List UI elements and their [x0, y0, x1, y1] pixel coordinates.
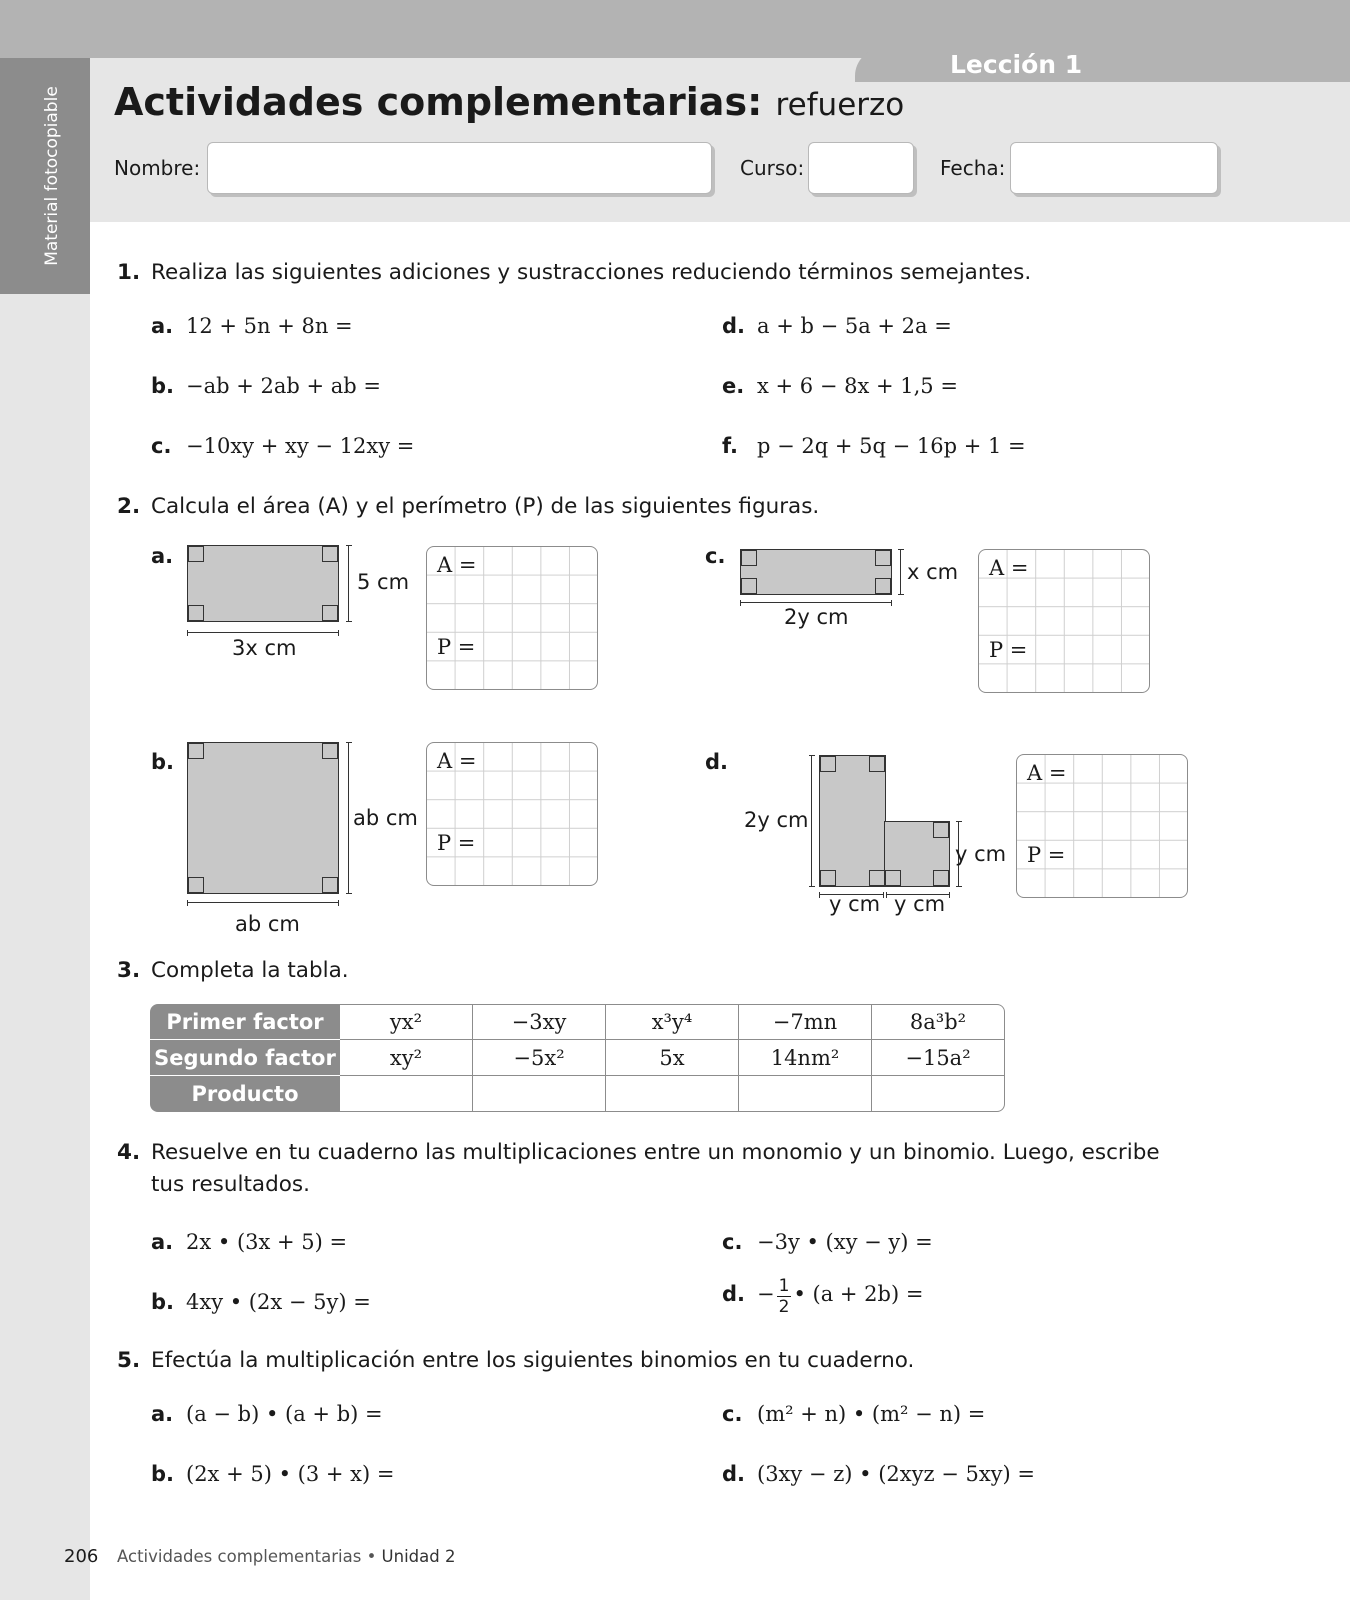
item-expression: −3y • (xy − y) =	[757, 1230, 933, 1254]
ex5-item-d	[722, 1462, 1035, 1486]
table-cell: 8a³b²	[872, 1004, 1005, 1040]
item-letter: c.	[151, 434, 172, 458]
table-cell: −3xy	[473, 1004, 606, 1040]
footer-unit: Unidad 2	[381, 1547, 456, 1566]
ex5-item-a	[151, 1402, 383, 1426]
right-angle-mark	[322, 605, 338, 621]
item-expression: a + b − 5a + 2a =	[757, 314, 952, 338]
area-label: A =	[437, 553, 477, 577]
figure-b-width: ab cm	[235, 912, 300, 936]
figure-a-letter: a.	[151, 544, 174, 568]
ex4-item-c	[722, 1230, 933, 1254]
footer-text	[117, 1547, 455, 1566]
perimeter-label: P =	[1027, 843, 1066, 867]
instruction-text: Efectúa la multiplicación entre los siguientes binomios en tu cuaderno.	[151, 1348, 915, 1373]
item-expression: (3xy − z) • (2xyz − 5xy) =	[757, 1462, 1036, 1486]
table-row	[150, 1040, 1005, 1076]
answer-grid-b[interactable]	[426, 742, 598, 886]
exercise-number: 5.	[117, 1348, 141, 1373]
right-angle-mark	[188, 877, 204, 893]
area-label: A =	[437, 749, 477, 773]
figure-b-letter: b.	[151, 750, 175, 774]
exercise-4-instruction	[117, 1140, 1160, 1165]
instruction-text: Realiza las siguientes adiciones y sustracciones reduciendo términos semejantes.	[151, 260, 1032, 285]
answer-grid-d[interactable]	[1016, 754, 1188, 898]
item-letter: f.	[722, 434, 738, 458]
right-angle-mark	[188, 743, 204, 759]
title-bold: Actividades complementarias:	[114, 80, 763, 124]
table-cell: yx²	[340, 1004, 473, 1040]
item-expression: −10xy + xy − 12xy =	[186, 434, 415, 458]
ex4-item-b	[151, 1290, 371, 1314]
dimension-line	[898, 549, 904, 595]
item-expression: (a − b) • (a + b) =	[186, 1402, 383, 1426]
ex1-item-c	[151, 434, 414, 458]
right-angle-mark	[820, 756, 836, 772]
date-field[interactable]	[1010, 142, 1218, 194]
figure-d-letter: d.	[705, 750, 729, 774]
perimeter-label: P =	[437, 831, 476, 855]
exercise-1-instruction	[117, 260, 1031, 285]
item-letter: b.	[151, 1462, 175, 1486]
item-letter: a.	[151, 314, 174, 338]
item-expression: 4xy • (2x − 5y) =	[186, 1290, 371, 1314]
ex5-item-c	[722, 1402, 985, 1426]
title-light: refuerzo	[775, 87, 905, 123]
item-expression: (2x + 5) • (3 + x) =	[186, 1462, 395, 1486]
table-cell: xy²	[340, 1040, 473, 1076]
ex1-item-d	[722, 314, 952, 338]
product-cell[interactable]	[872, 1076, 1005, 1112]
answer-grid-c[interactable]	[978, 549, 1150, 693]
page-number: 206	[64, 1546, 99, 1567]
date-label: Fecha:	[940, 156, 1006, 180]
item-letter: a.	[151, 1230, 174, 1254]
table-cell: −7mn	[739, 1004, 872, 1040]
figure-a-height: 5 cm	[357, 570, 410, 594]
dimension-line	[187, 900, 339, 906]
figure-d-small-height: y cm	[955, 842, 1007, 866]
right-angle-mark	[188, 546, 204, 562]
item-letter: b.	[151, 374, 175, 398]
figure-d-width-left: y cm	[829, 892, 881, 916]
figure-c-width: 2y cm	[784, 605, 849, 629]
name-field[interactable]	[207, 142, 712, 194]
instruction-text: Calcula el área (A) y el perímetro (P) de las siguientes figuras.	[151, 494, 820, 519]
perimeter-label: P =	[989, 638, 1028, 662]
right-angle-mark	[885, 870, 901, 886]
item-expression: −ab + 2ab + ab =	[186, 374, 382, 398]
item-expression: p − 2q + 5q − 16p + 1 =	[757, 434, 1026, 458]
product-cell[interactable]	[606, 1076, 739, 1112]
name-label: Nombre:	[114, 156, 201, 180]
figure-d-height: 2y cm	[744, 808, 809, 832]
side-label: Material fotocopiable	[42, 86, 62, 266]
item-letter: c.	[722, 1402, 743, 1426]
item-letter: d.	[722, 1282, 746, 1306]
instruction-text: Completa la tabla.	[151, 958, 349, 983]
page-title	[114, 80, 904, 124]
right-angle-mark	[322, 877, 338, 893]
table-cell: x³y⁴	[606, 1004, 739, 1040]
instruction-text: Resuelve en tu cuaderno las multiplicaciones entre un monomio y un binomio. Luego, escribe	[151, 1140, 1160, 1165]
right-angle-mark	[188, 605, 204, 621]
table-cell: 5x	[606, 1040, 739, 1076]
right-angle-mark	[869, 756, 885, 772]
figure-b-height: ab cm	[353, 806, 418, 830]
ex1-item-f	[722, 434, 1026, 458]
figure-c-height: x cm	[907, 560, 959, 584]
product-cell[interactable]	[340, 1076, 473, 1112]
table-cell: 14nm²	[739, 1040, 872, 1076]
exercise-4-instruction-cont: tus resultados.	[151, 1172, 310, 1197]
table-row	[150, 1004, 1005, 1040]
footer-separator: •	[366, 1547, 377, 1566]
course-field[interactable]	[808, 142, 914, 194]
fraction-denominator: 2	[778, 1297, 790, 1317]
footer-section: Actividades complementarias	[117, 1547, 362, 1566]
item-letter: a.	[151, 1402, 174, 1426]
figure-d-small-square	[884, 821, 950, 887]
right-angle-mark	[933, 870, 949, 886]
item-expression: (m² + n) • (m² − n) =	[757, 1402, 986, 1426]
ex1-item-e	[722, 374, 958, 398]
row-header: Primer factor	[150, 1004, 340, 1040]
figure-b-square	[187, 742, 339, 894]
item-expression: 2x • (3x + 5) =	[186, 1230, 348, 1254]
right-angle-mark	[933, 822, 949, 838]
fraction-sign: −	[757, 1282, 775, 1306]
exercise-number: 3.	[117, 958, 141, 983]
right-angle-mark	[322, 546, 338, 562]
figure-d-width-right: y cm	[894, 892, 946, 916]
dimension-line	[346, 742, 352, 894]
item-letter: d.	[722, 1462, 746, 1486]
ex5-item-b	[151, 1462, 394, 1486]
table-row	[150, 1076, 1005, 1112]
perimeter-label: P =	[437, 635, 476, 659]
fraction-numerator: 1	[778, 1276, 790, 1296]
lesson-tab	[855, 48, 1350, 82]
ex4-item-d	[722, 1276, 923, 1317]
exercise-3-instruction	[117, 958, 349, 983]
row-header: Segundo factor	[150, 1040, 340, 1076]
item-expression: 12 + 5n + 8n =	[186, 314, 353, 338]
item-letter: c.	[722, 1230, 743, 1254]
figure-a-rectangle	[187, 545, 339, 622]
item-letter: d.	[722, 314, 746, 338]
exercise-number: 2.	[117, 494, 141, 519]
area-label: A =	[1027, 761, 1067, 785]
right-angle-mark	[875, 550, 891, 566]
right-angle-mark	[820, 870, 836, 886]
dimension-line	[346, 545, 352, 622]
right-angle-mark	[869, 870, 885, 886]
item-expression: • (a + 2b) =	[793, 1282, 924, 1306]
exercise-number: 1.	[117, 260, 141, 285]
item-expression: x + 6 − 8x + 1,5 =	[757, 374, 958, 398]
figure-c-rectangle	[740, 549, 892, 595]
lesson-label: Lección 1	[950, 50, 1083, 79]
ex1-item-a	[151, 314, 353, 338]
dimension-line	[809, 755, 815, 887]
exercise-number: 4.	[117, 1140, 141, 1165]
product-cell[interactable]	[473, 1076, 606, 1112]
right-angle-mark	[741, 550, 757, 566]
exercise-5-instruction	[117, 1348, 914, 1373]
fraction	[777, 1276, 792, 1317]
right-angle-mark	[322, 743, 338, 759]
answer-grid-a[interactable]	[426, 546, 598, 690]
area-label: A =	[989, 556, 1029, 580]
right-angle-mark	[741, 578, 757, 594]
table-cell: −5x²	[473, 1040, 606, 1076]
factor-table	[150, 1004, 1005, 1112]
product-cell[interactable]	[739, 1076, 872, 1112]
course-label: Curso:	[740, 156, 805, 180]
right-angle-mark	[875, 578, 891, 594]
figure-d-tall-rectangle	[819, 755, 886, 887]
row-header: Producto	[150, 1076, 340, 1112]
item-letter: b.	[151, 1290, 175, 1314]
figure-c-letter: c.	[705, 544, 726, 568]
item-letter: e.	[722, 374, 745, 398]
ex4-item-a	[151, 1230, 347, 1254]
exercise-2-instruction	[117, 494, 819, 519]
figure-a-width: 3x cm	[232, 636, 297, 660]
ex1-item-b	[151, 374, 381, 398]
table-cell: −15a²	[872, 1040, 1005, 1076]
